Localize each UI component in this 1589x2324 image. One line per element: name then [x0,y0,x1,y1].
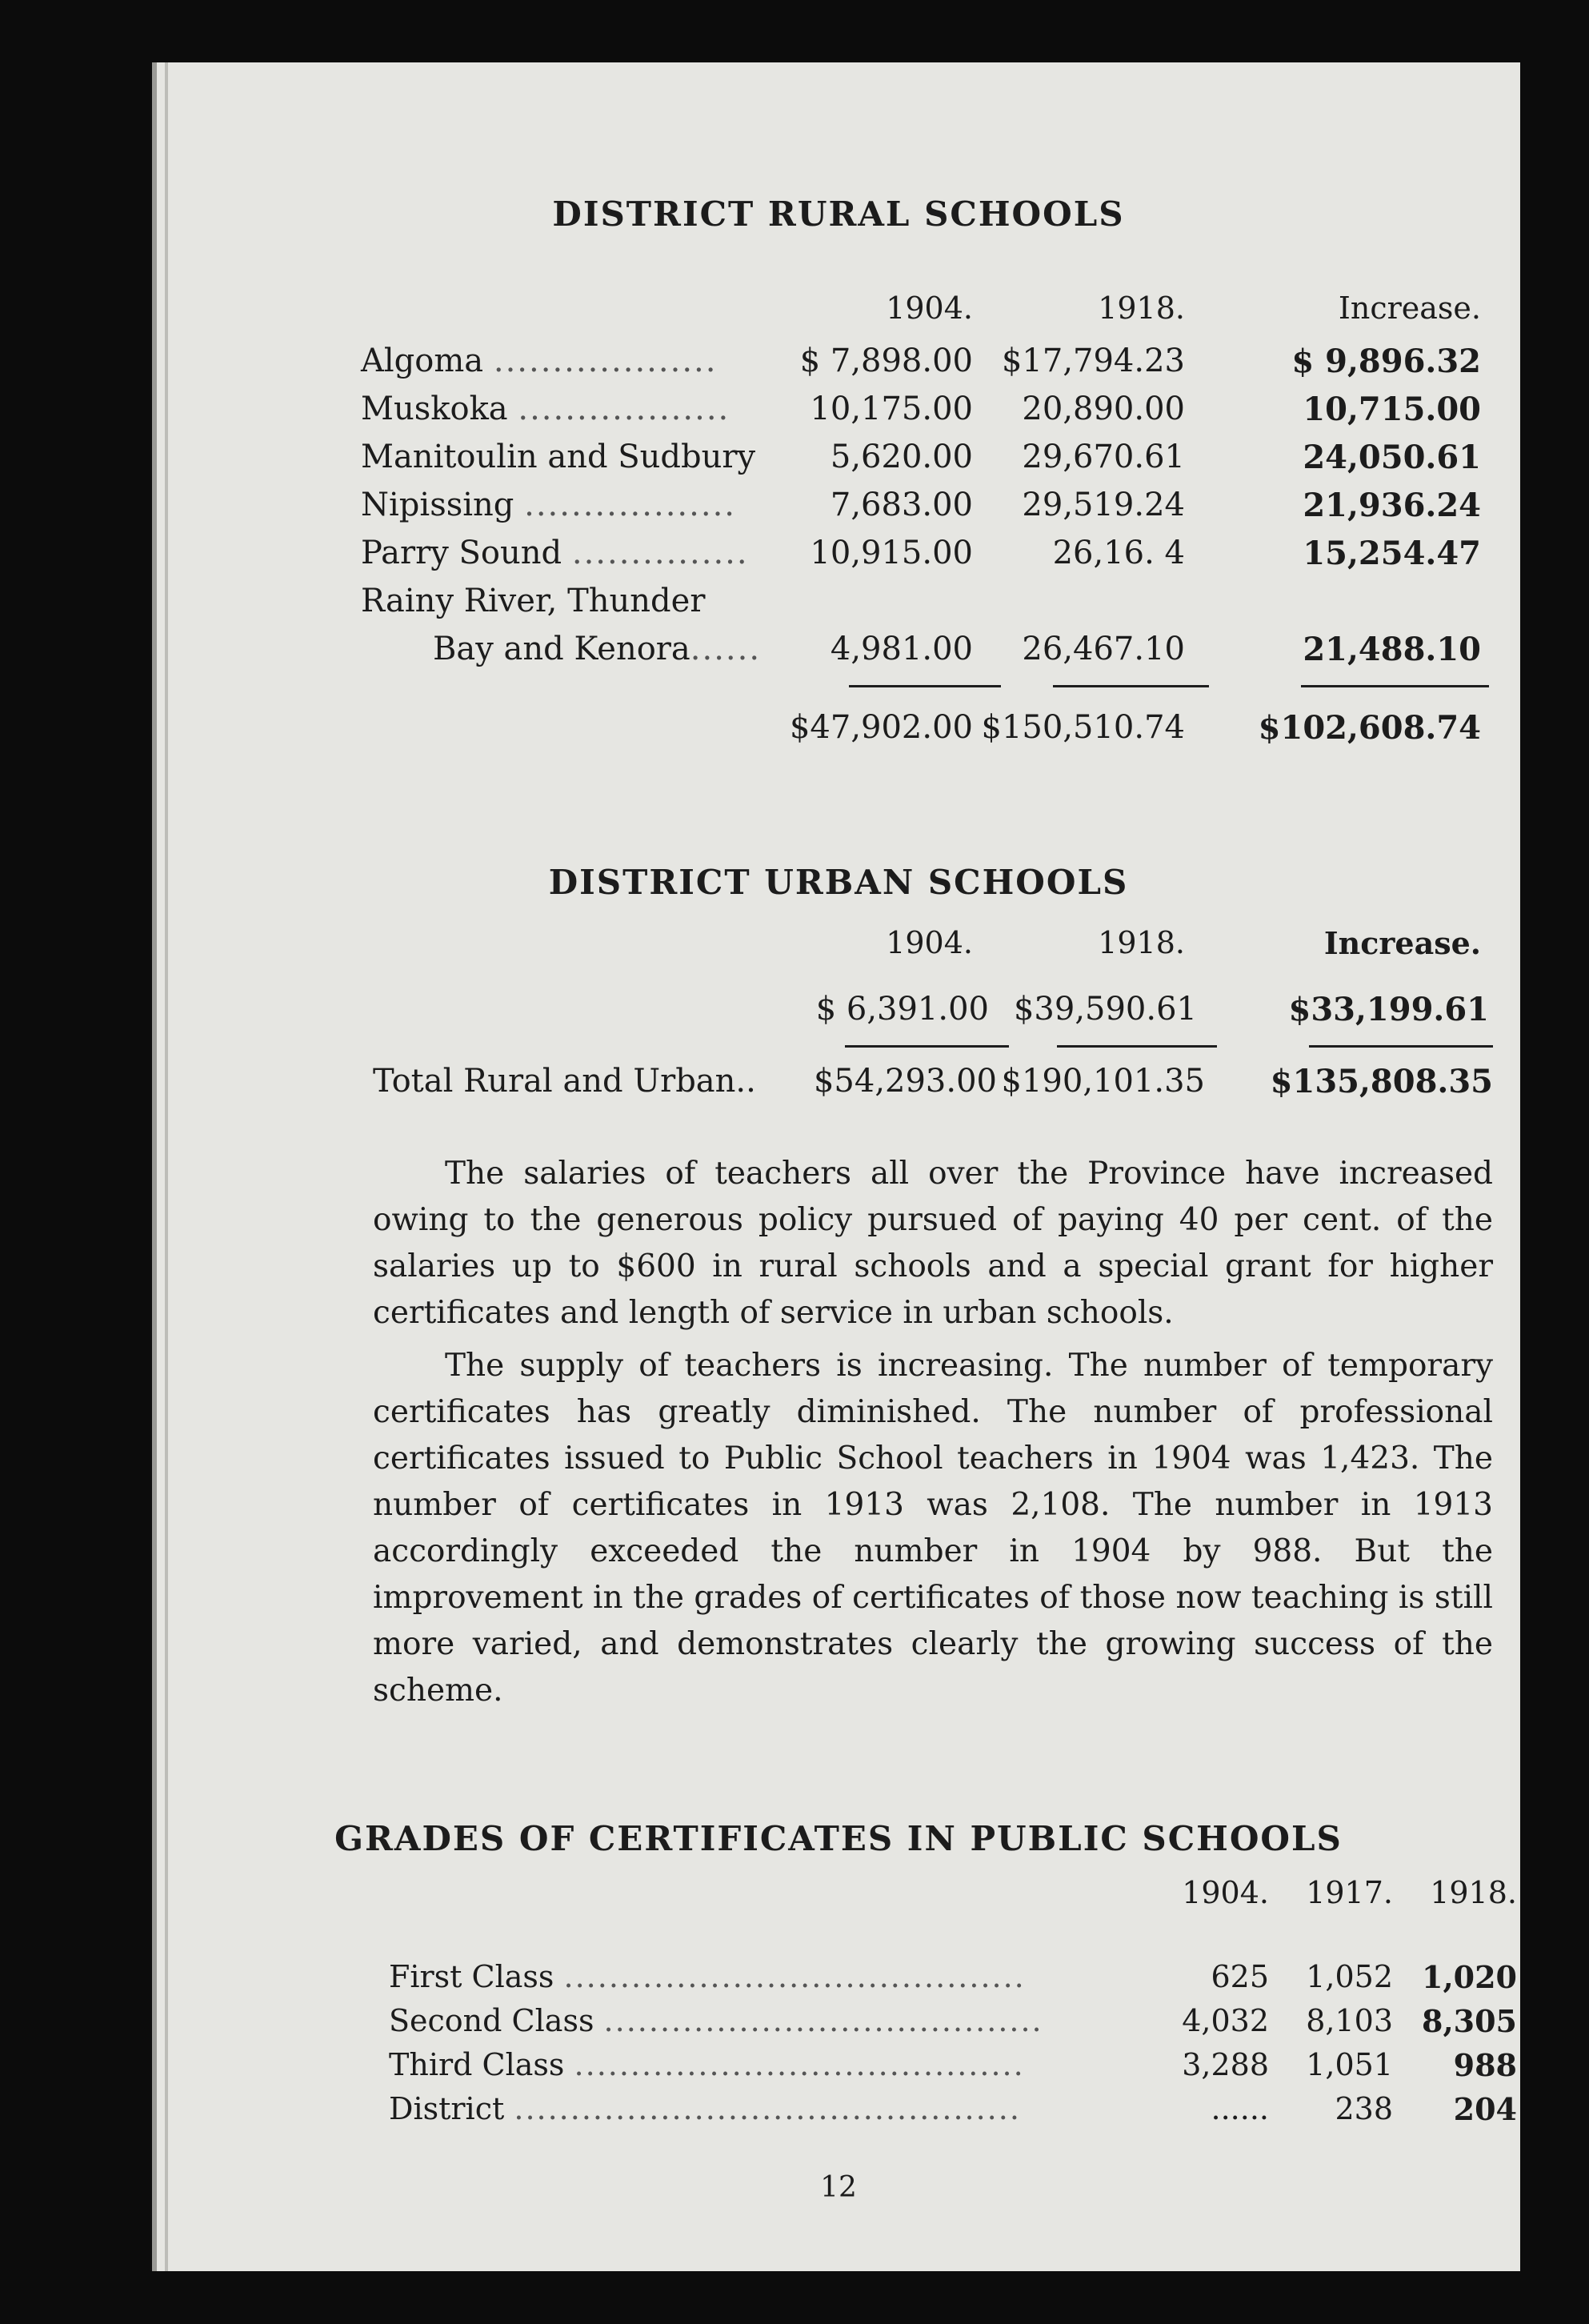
urban-col-1918: 1918. [1098,925,1185,960]
total-rule [1053,685,1209,687]
grades-row-label: First Class ......................................... [389,1959,1026,1994]
grades-row-value: 238 [1335,2091,1393,2126]
rural-total-1904: $47,902.00 [789,709,973,746]
grades-row-value: 8,305 [1422,2003,1517,2039]
rural-row-increase: 21,488.10 [1303,631,1481,668]
rural-row-1918: 29,670.61 [1022,439,1185,475]
rural-row-increase: 15,254.47 [1303,535,1481,572]
rural-row-1904: $ 7,898.00 [799,343,973,379]
rural-row-increase: 10,715.00 [1303,391,1481,428]
urban-title: DISTRICT URBAN SCHOOLS [548,863,1129,902]
rural-row-label: Algoma ................... [361,343,718,379]
urban-col-increase: Increase. [1323,925,1481,961]
paragraph: The salaries of teachers all over the Province have increased owing to the generous policy pursued of paying 40 per cent. of the salaries up to $600 in rural schools and a special grant for higher certificates and length of service in urban schools. [373,1156,1493,1331]
rural-row-1918: 26,467.10 [1022,631,1185,667]
grades-row-value: 1,020 [1422,1959,1517,1995]
grades-row-value: ...... [1211,2091,1269,2126]
grades-row-label: Third Class ........................................ [389,2047,1025,2082]
rural-row-1918: 20,890.00 [1022,391,1185,427]
grades-title: GRADES OF CERTIFICATES IN PUBLIC SCHOOLS [334,1819,1343,1858]
rural-row-increase: 24,050.61 [1303,439,1481,476]
rural-total-1918: $150,510.74 [981,709,1185,746]
grades-row-value: 988 [1453,2047,1517,2083]
grades-row-value: 1,052 [1306,1959,1393,1994]
rural-row-label: Nipissing .................. [361,487,736,523]
grades-row-value: 625 [1211,1959,1269,1994]
grades-row-value: 8,103 [1306,2003,1393,2038]
urban-value-1904: $ 6,391.00 [815,991,989,1028]
rural-row-1918: $17,794.23 [1001,343,1185,379]
grades-col: 1904. [1182,1875,1269,1910]
rural-col-1918: 1918. [1098,290,1185,326]
rural-row-1904: 10,915.00 [810,535,973,571]
grades-row-value: 3,288 [1182,2047,1269,2082]
total-rule [849,685,1001,687]
page-number: 12 [820,2171,857,2204]
total-rule [1057,1045,1217,1048]
urban-value-1918: $39,590.61 [1013,991,1197,1028]
document-page [152,62,1520,2271]
urban-total-1904: $54,293.00 [813,1063,997,1100]
rural-title: DISTRICT RURAL SCHOOLS [552,194,1125,234]
rural-total-increase: $102,608.74 [1258,709,1481,747]
grades-row-value: 204 [1453,2091,1517,2127]
urban-value-increase: $33,199.61 [1288,991,1489,1028]
rural-row-1904: 4,981.00 [830,631,973,667]
urban-total-increase: $135,808.35 [1270,1063,1493,1100]
total-rule [845,1045,1009,1048]
rural-col-increase: Increase. [1338,290,1481,326]
rural-row-1904: 10,175.00 [810,391,973,427]
rural-row-1904: 7,683.00 [830,487,973,523]
total-rule [1309,1045,1493,1048]
rural-row-label: Manitoulin and Sudbury [361,439,756,475]
grades-col: 1918. [1430,1875,1517,1910]
rural-row-1918: 29,519.24 [1022,487,1185,523]
rural-row-label: Rainy River, Thunder [361,583,706,619]
rural-row-1904: 5,620.00 [830,439,973,475]
grades-row-label: Second Class ....................................... [389,2003,1043,2038]
rural-row-increase: 21,936.24 [1303,487,1481,524]
rural-row-label: Parry Sound ............... [361,535,749,571]
rural-col-1904: 1904. [886,290,973,326]
grades-col: 1917. [1306,1875,1393,1910]
grades-row-label: District ............................................. [389,2091,1021,2126]
urban-total-label: Total Rural and Urban.. [373,1063,756,1100]
grades-row-value: 1,051 [1306,2047,1393,2082]
rural-row-label-cont: Bay and Kenora...... [433,631,762,667]
rural-row-1918: 26,16. 4 [1052,535,1185,571]
rural-row-label: Muskoka .................. [361,391,730,427]
paragraph: The supply of teachers is increasing. The number of temporary certificates has greatly diminished. The number of professional certificates issued to Public School teachers in 1904 was 1,423. The number of certificates in 1913 was 2,108. The number in 1913 accordingly exceeded the number in 1904 by 988. But the improvement in the grades of certificates of those now teaching is still more varied, and demonstrates clearly the growing success of the scheme. [373,1348,1493,1709]
rural-row-increase: $ 9,896.32 [1291,343,1481,380]
total-rule [1301,685,1489,687]
urban-col-1904: 1904. [886,925,973,960]
urban-total-1918: $190,101.35 [1001,1063,1205,1100]
grades-row-value: 4,032 [1182,2003,1269,2038]
